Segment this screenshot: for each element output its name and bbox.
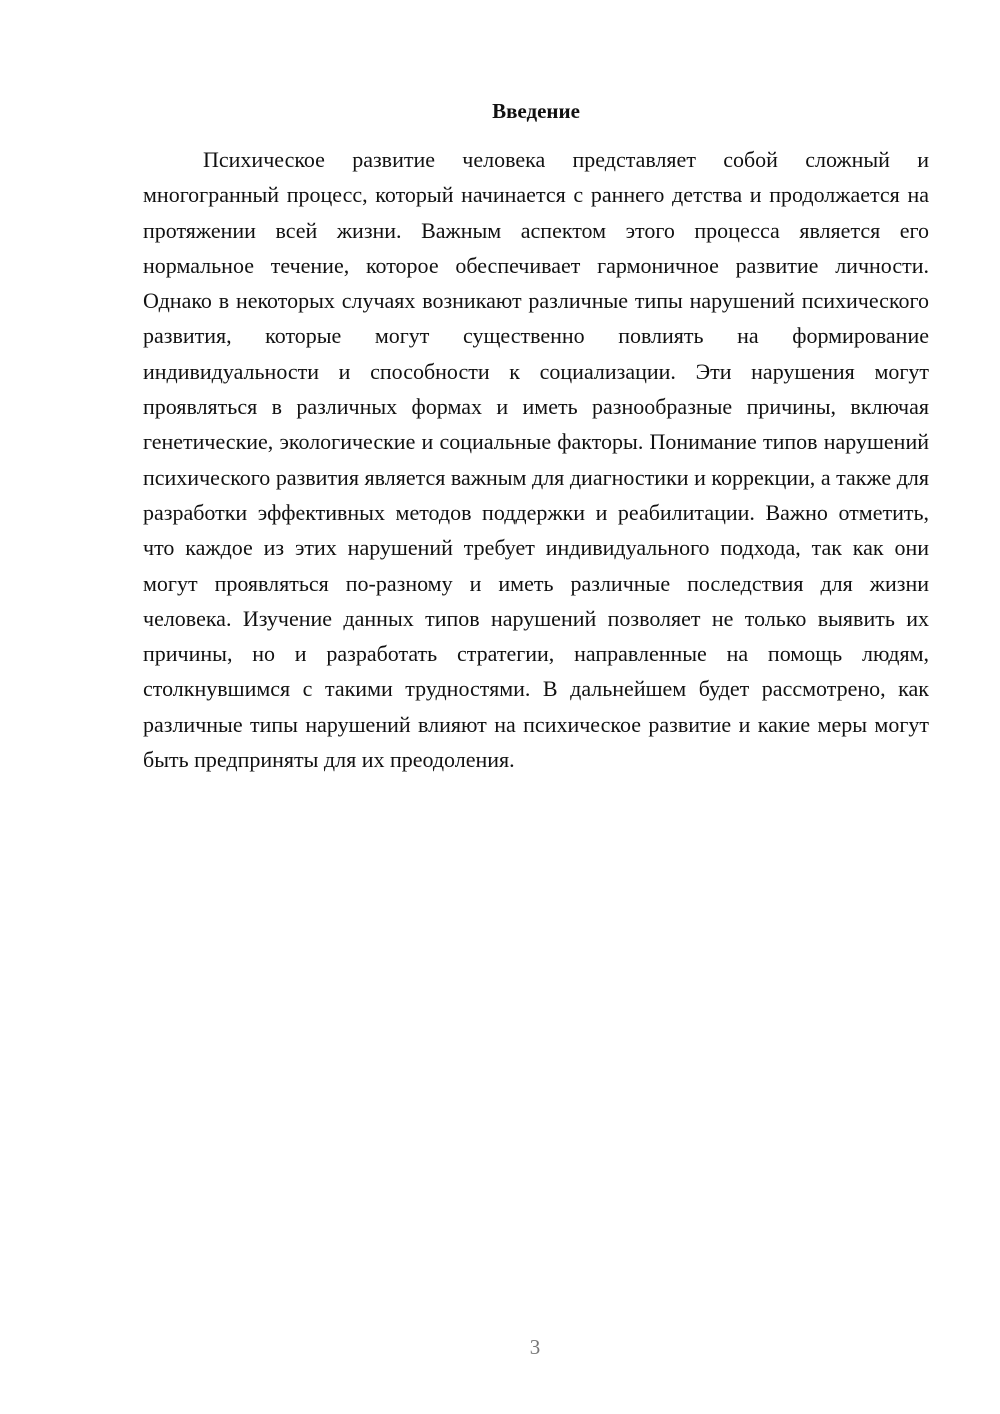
intro-paragraph: Психическое развитие человека представляет собой сложный и многогранный процесс, который начинается с раннего детства и продолжается на протяжении всей жизни. Важным аспектом этого процесса является его нормальное течение, которое обеспечивает гармоничное развитие личности. Однако в некоторых случаях возникают различные типы нарушений психического развития, которые могут существенно повлиять на формирование индивидуальности и способности к социализации. Эти нарушения могут проявляться в различных формах и иметь разнообразные причины, включая генетические, экологические и социальные факторы. Понимание типов нарушений психического развития является важным для диагностики и коррекции, а также для разработки эффективных методов поддержки и реабилитации. Важно отметить, что каждое из этих нарушений требует индивидуального подхода, так как они могут проявляться по-разному и иметь различные последствия для жизни человека. Изучение данных типов нарушений позволяет не только выявить их причины, но и разработать стратегии, направленные на помощь людям, столкнувшимся с такими трудностями. В дальнейшем будет рассмотрено, как различные типы нарушений влияют на психическое развитие и какие меры могут быть предприняты для их преодоления.: [143, 147, 929, 773]
page-number: 3: [529, 1335, 541, 1359]
section-heading: Введение: [492, 99, 580, 123]
